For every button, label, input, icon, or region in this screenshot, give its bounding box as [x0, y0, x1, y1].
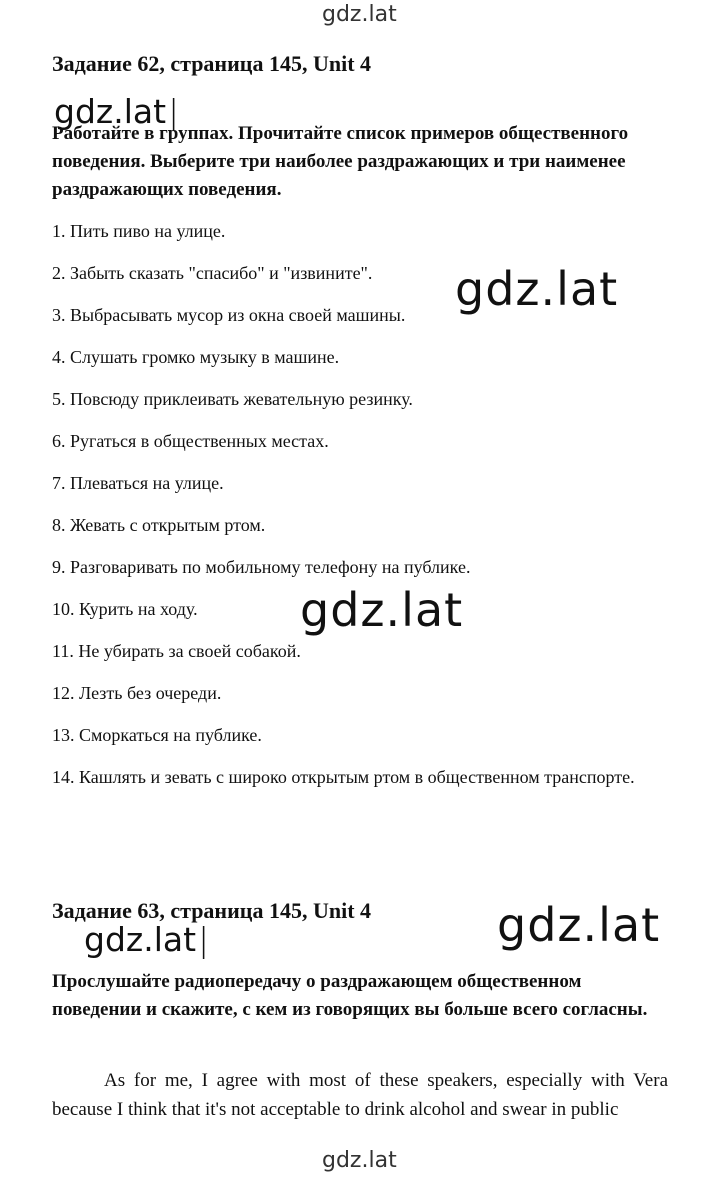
- list-item: 8. Жевать с открытым ртом.: [52, 515, 266, 535]
- watermark-top: gdz.lat: [322, 2, 397, 27]
- list-item: 13. Сморкаться на публике.: [52, 725, 262, 745]
- watermark-right-2: gdz.lat: [497, 898, 661, 952]
- watermark-right-1: gdz.lat: [455, 262, 619, 316]
- list-item: 5. Повсюду приклеивать жевательную резинку.: [52, 389, 413, 409]
- list-item: 10. Курить на ходу.: [52, 599, 198, 619]
- list-item: 3. Выбрасывать мусор из окна своей машины.: [52, 305, 406, 325]
- list-item: 11. Не убирать за своей собакой.: [52, 641, 301, 661]
- list-item: 1. Пить пиво на улице.: [52, 221, 226, 241]
- list-item: 2. Забыть сказать "спасибо" и "извините".: [52, 263, 373, 283]
- list-item: 9. Разговаривать по мобильному телефону на публике.: [52, 557, 471, 577]
- list-item: 4. Слушать громко музыку в машине.: [52, 347, 340, 367]
- list-item: 6. Ругаться в общественных местах.: [52, 431, 329, 451]
- task-63-instruction: Прослушайте радиопередачу о раздражающем общественном поведении и скажите, с кем из говорящих вы больше всего согласны.: [52, 971, 648, 1020]
- list-item: 14. Кашлять и зевать с широко открытым ртом в общественном транспорте.: [52, 767, 635, 787]
- task-63-heading: Задание 63, страница 145, Unit 4: [52, 898, 372, 923]
- list-item: 12. Лезть без очереди.: [52, 683, 222, 703]
- task-63-answer: As for me, I agree with most of these speakers, especially with Vera because I think that it's not acceptable to drink alcohol and swear in public: [52, 1070, 668, 1120]
- watermark-left-1: gdz.lat |: [54, 92, 179, 131]
- task-62-heading: Задание 62, страница 145, Unit 4: [52, 51, 372, 76]
- task-62-instruction: Работайте в группах. Прочитайте список примеров общественного поведения. Выберите три наиболее раздражающих и три наименее раздражающих поведения.: [52, 123, 629, 200]
- list-item: 7. Плеваться на улице.: [52, 473, 224, 493]
- watermark-left-2: gdz.lat |: [84, 920, 209, 959]
- watermark-center: gdz.lat: [300, 583, 464, 637]
- watermark-bottom: gdz.lat: [322, 1148, 397, 1173]
